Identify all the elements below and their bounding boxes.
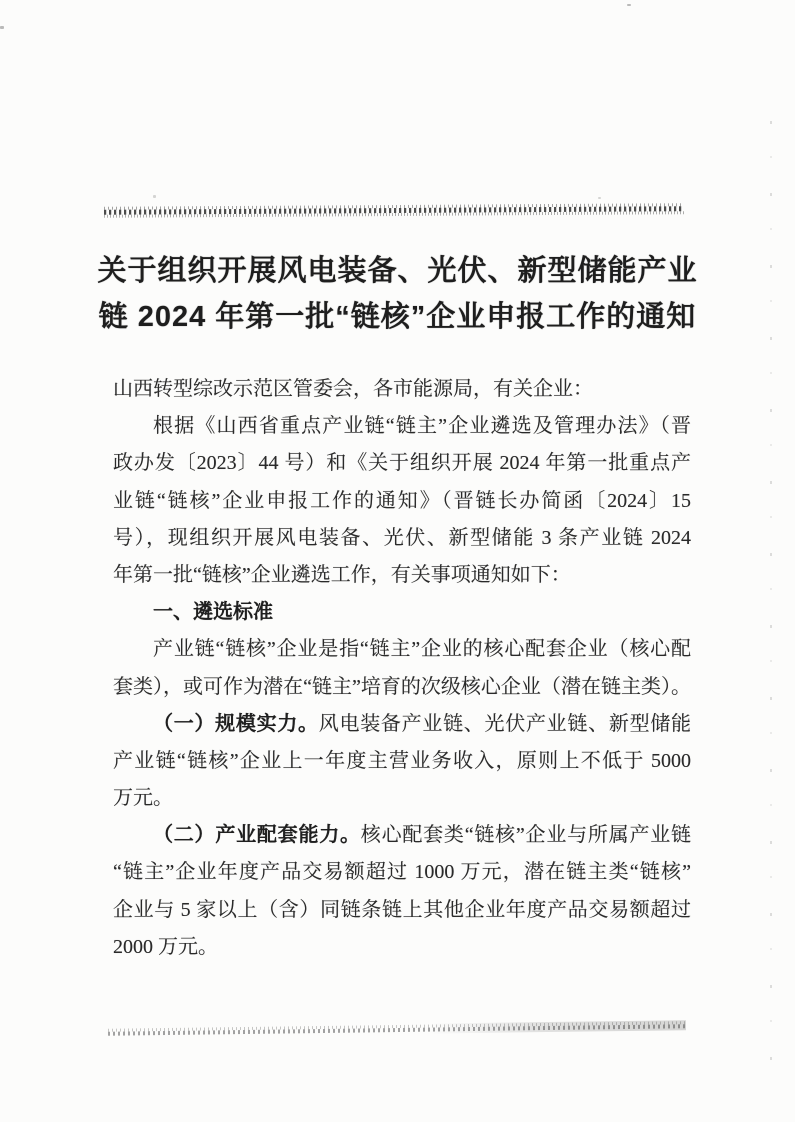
- body-line-text: 产业链“链核”企业是指“链主”企业的核心配套企业（核心配: [153, 638, 691, 661]
- body-line: [113, 743, 691, 780]
- body-line-text: 山西转型综改示范区管委会，各市能源局，有关企业：: [113, 378, 593, 400]
- scan-speck: [627, 4, 631, 6]
- body-line-text: 年第一批“链核”企业遴选工作，有关事项通知如下：: [113, 563, 571, 586]
- notice-body: [113, 371, 691, 966]
- body-line-text: 政办发〔2023〕44 号）和《关于组织开展 2024 年第一批重点产: [113, 452, 691, 475]
- body-line-text: 产业链“链核”企业上一年度主营业务收入，原则上不低于 5000: [113, 749, 691, 772]
- body-line: [113, 854, 691, 891]
- body-line-text: 万元。: [113, 787, 173, 810]
- body-line: [113, 557, 691, 594]
- body-line-text: 企业与 5 家以上（含）同链条链上其他企业年度产品交易额超过: [113, 898, 691, 921]
- scan-speck: [153, 195, 156, 198]
- scan-edge-specks-right: [770, 90, 772, 1060]
- body-line: [113, 445, 691, 482]
- body-line-text: 号），现组织开展风电装备、光伏、新型储能 3 条产业链 2024: [113, 526, 691, 549]
- scan-noise-bar-bottom: [108, 1020, 686, 1038]
- body-line-salutation: [113, 371, 691, 408]
- notice-title-line-2: 链 2024 年第一批“链核”企业申报工作的通知: [98, 301, 697, 333]
- body-line-text: 核心配套类“链核”企业与所属产业链: [360, 824, 691, 847]
- body-line-text: 风电装备产业链、光伏产业链、新型储能: [318, 712, 691, 735]
- scan-speck: [598, 197, 601, 199]
- notice-title: [0, 248, 795, 340]
- body-line-text: 根据《山西省重点产业链“链主”企业遴选及管理办法》（晋: [153, 415, 691, 438]
- scan-speck: [0, 26, 4, 29]
- body-line-text: 套类），或可作为潜在“链主”培育的次级核心企业（潜在链主类）。: [113, 675, 691, 698]
- body-line: [113, 892, 691, 929]
- body-line: [113, 780, 691, 817]
- body-line-text: 业链“链核”企业申报工作的通知》（晋链长办简函〔2024〕15: [113, 489, 691, 512]
- notice-title-line-1: 关于组织开展风电装备、光伏、新型储能产业: [97, 255, 698, 287]
- body-line: [113, 929, 691, 966]
- body-line: [113, 706, 691, 743]
- body-line-text: 2000 万元。: [113, 935, 218, 958]
- body-section-heading: [113, 594, 691, 631]
- body-line-text: “链主”企业年度产品交易额超过 1000 万元，潜在链主类“链核”: [113, 861, 691, 884]
- scan-noise-bar-top: [104, 202, 684, 218]
- body-line-lead: （二）产业配套能力。: [153, 824, 361, 847]
- body-line: [113, 483, 691, 520]
- body-line: [113, 520, 691, 557]
- section-heading-text: 一、遴选标准: [153, 601, 273, 624]
- body-line: [113, 669, 691, 706]
- body-line: [113, 817, 691, 854]
- body-line: [113, 631, 691, 668]
- body-line-lead: （一）规模实力。: [153, 712, 319, 735]
- body-line: [113, 408, 691, 445]
